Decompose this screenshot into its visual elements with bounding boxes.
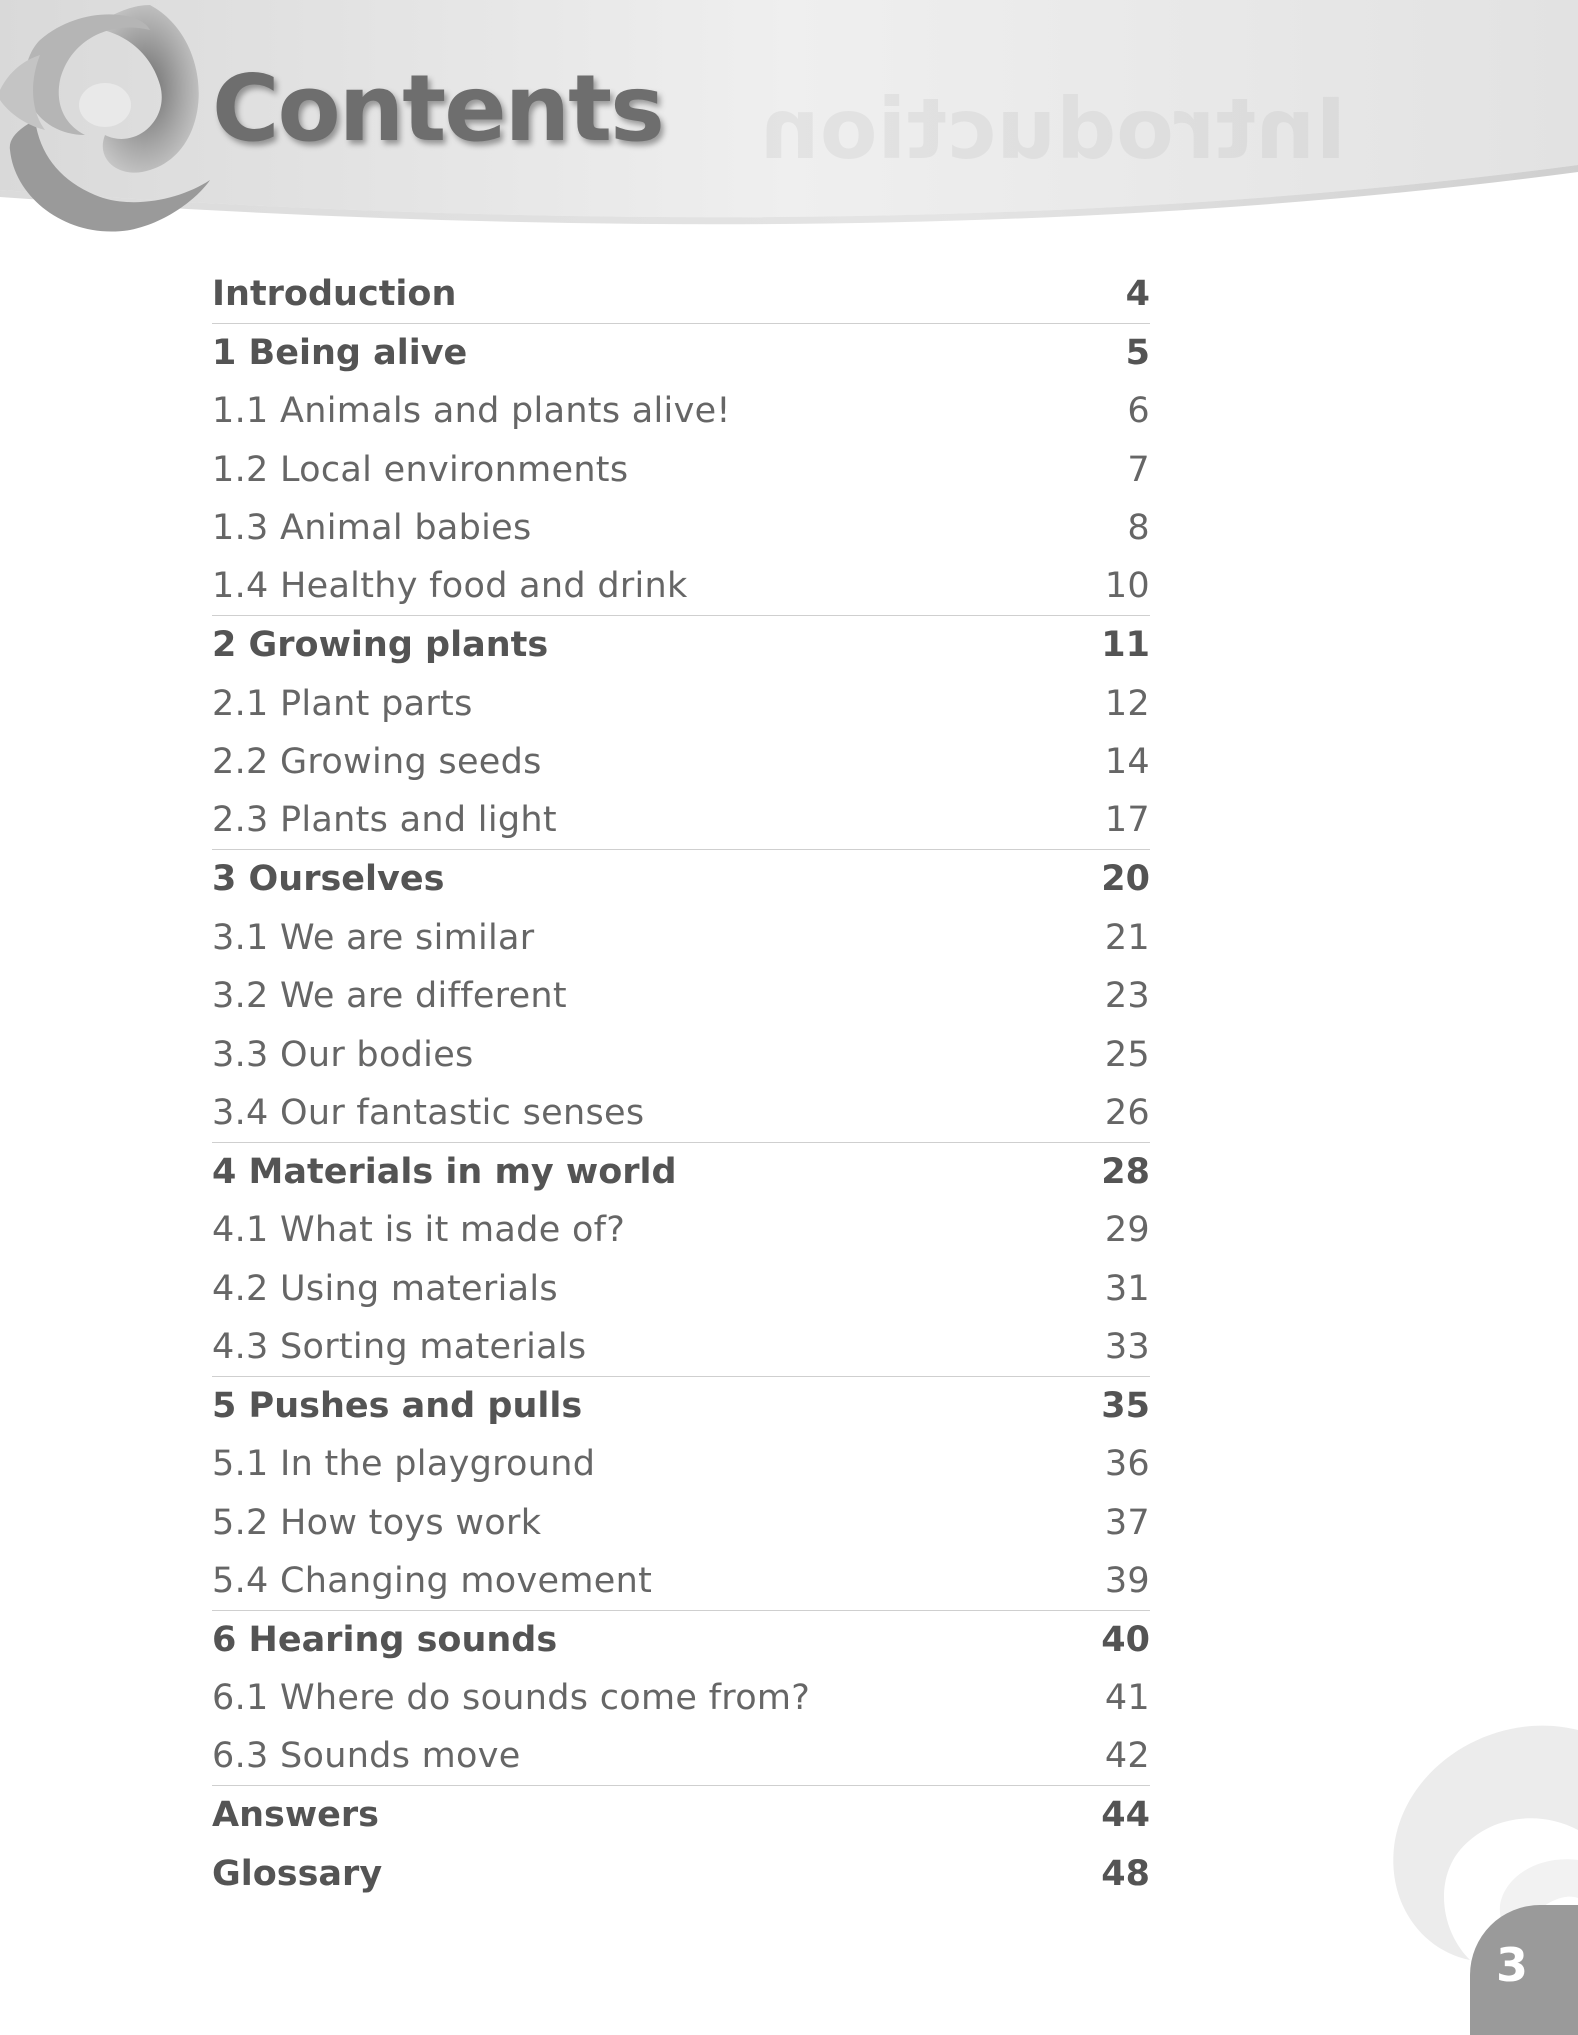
toc-chapter-row: [212, 1611, 1150, 1670]
toc-entry-page: 4: [1125, 273, 1150, 314]
toc-section-row: [212, 1728, 1150, 1787]
toc-entry-label: 4 Materials in my world: [212, 1151, 677, 1192]
toc-chapter-row: [212, 1377, 1150, 1436]
toc-section-row: [212, 558, 1150, 617]
toc-entry-page: 12: [1104, 683, 1150, 724]
toc-chapter-row: [212, 616, 1150, 675]
toc-entry-page: 7: [1127, 449, 1150, 490]
toc-entry-label: 1.1 Animals and plants alive!: [212, 391, 731, 432]
toc-entry-page: 26: [1104, 1092, 1150, 1133]
toc-entry-page: 28: [1101, 1151, 1150, 1192]
toc-entry-page: 42: [1104, 1736, 1150, 1777]
toc-chapter-row: [212, 1845, 1150, 1904]
toc-entry-page: 29: [1104, 1210, 1150, 1251]
toc-entry-page: 17: [1104, 800, 1150, 841]
toc-entry-label: 3.4 Our fantastic senses: [212, 1092, 645, 1133]
toc-entry-label: 2.2 Growing seeds: [212, 742, 542, 783]
toc-section-row: [212, 1026, 1150, 1085]
toc-entry-label: Introduction: [212, 273, 457, 314]
toc-entry-label: 5 Pushes and pulls: [212, 1385, 583, 1426]
toc-entry-label: 1.2 Local environments: [212, 449, 629, 490]
toc-entry-label: 3 Ourselves: [212, 859, 445, 900]
toc-entry-label: 1 Being alive: [212, 332, 468, 373]
toc-entry-label: 5.2 How toys work: [212, 1502, 542, 1543]
toc-entry-page: 6: [1127, 391, 1150, 432]
toc-entry-label: 1.3 Animal babies: [212, 508, 532, 549]
toc-entry-label: 4.3 Sorting materials: [212, 1326, 587, 1367]
toc-entry-page: 48: [1101, 1853, 1150, 1894]
toc-entry-page: 33: [1104, 1326, 1150, 1367]
toc-section-row: [212, 1318, 1150, 1377]
toc-entry-label: 5.4 Changing movement: [212, 1560, 653, 1601]
toc-section-row: [212, 382, 1150, 441]
toc-chapter-row: [212, 1786, 1150, 1845]
toc-section-row: [212, 792, 1150, 851]
toc-entry-page: 21: [1104, 917, 1150, 958]
toc-section-row: [212, 1494, 1150, 1553]
toc-entry-label: 4.1 What is it made of?: [212, 1210, 626, 1251]
toc-section-row: [212, 1435, 1150, 1494]
toc-entry-label: 1.4 Healthy food and drink: [212, 566, 688, 607]
toc-entry-label: 6.3 Sounds move: [212, 1736, 521, 1777]
toc-entry-page: 37: [1104, 1502, 1150, 1543]
toc-entry-label: 4.2 Using materials: [212, 1268, 558, 1309]
toc-chapter-row: [212, 324, 1150, 383]
toc-entry-page: 8: [1127, 508, 1150, 549]
toc-entry-page: 40: [1101, 1619, 1150, 1660]
toc-entry-page: 31: [1104, 1268, 1150, 1309]
toc-section-row: [212, 909, 1150, 968]
toc-section-row: [212, 1201, 1150, 1260]
toc-section-row: [212, 1669, 1150, 1728]
toc-entry-label: 3.2 We are different: [212, 976, 567, 1017]
page-number: 3: [1496, 1938, 1529, 1992]
toc-entry-label: 2.3 Plants and light: [212, 800, 557, 841]
toc-entry-page: 11: [1101, 625, 1150, 666]
toc-section-row: [212, 967, 1150, 1026]
toc-section-row: [212, 675, 1150, 734]
toc-section-row: [212, 1260, 1150, 1319]
toc-chapter-row: [212, 265, 1150, 324]
table-of-contents: [212, 265, 1150, 1903]
toc-entry-label: 3.1 We are similar: [212, 917, 535, 958]
toc-entry-label: 5.1 In the playground: [212, 1444, 596, 1485]
toc-entry-page: 41: [1104, 1678, 1150, 1719]
toc-entry-label: 3.3 Our bodies: [212, 1034, 474, 1075]
toc-section-row: [212, 733, 1150, 792]
toc-entry-label: 6.1 Where do sounds come from?: [212, 1678, 811, 1719]
toc-chapter-row: [212, 850, 1150, 909]
toc-entry-page: 25: [1104, 1034, 1150, 1075]
toc-entry-page: 10: [1104, 566, 1150, 607]
toc-section-row: [212, 499, 1150, 558]
toc-entry-label: Answers: [212, 1795, 380, 1836]
toc-chapter-row: [212, 1143, 1150, 1202]
toc-entry-page: 5: [1125, 332, 1150, 373]
toc-section-row: [212, 1552, 1150, 1611]
toc-entry-page: 20: [1101, 859, 1150, 900]
toc-entry-page: 36: [1104, 1444, 1150, 1485]
swirl-logo-icon: [0, 0, 240, 250]
toc-entry-page: 14: [1104, 742, 1150, 783]
page-title: Contents: [212, 55, 663, 162]
toc-entry-label: 2.1 Plant parts: [212, 683, 473, 724]
ghost-heading: [760, 80, 1347, 178]
toc-section-row: [212, 441, 1150, 500]
toc-entry-label: 2 Growing plants: [212, 625, 549, 666]
toc-section-row: [212, 1084, 1150, 1143]
toc-entry-page: 39: [1104, 1560, 1150, 1601]
toc-entry-page: 35: [1101, 1385, 1150, 1426]
toc-entry-label: Glossary: [212, 1853, 383, 1894]
toc-entry-page: 23: [1104, 976, 1150, 1017]
toc-entry-label: 6 Hearing sounds: [212, 1619, 558, 1660]
toc-entry-page: 44: [1101, 1795, 1150, 1836]
